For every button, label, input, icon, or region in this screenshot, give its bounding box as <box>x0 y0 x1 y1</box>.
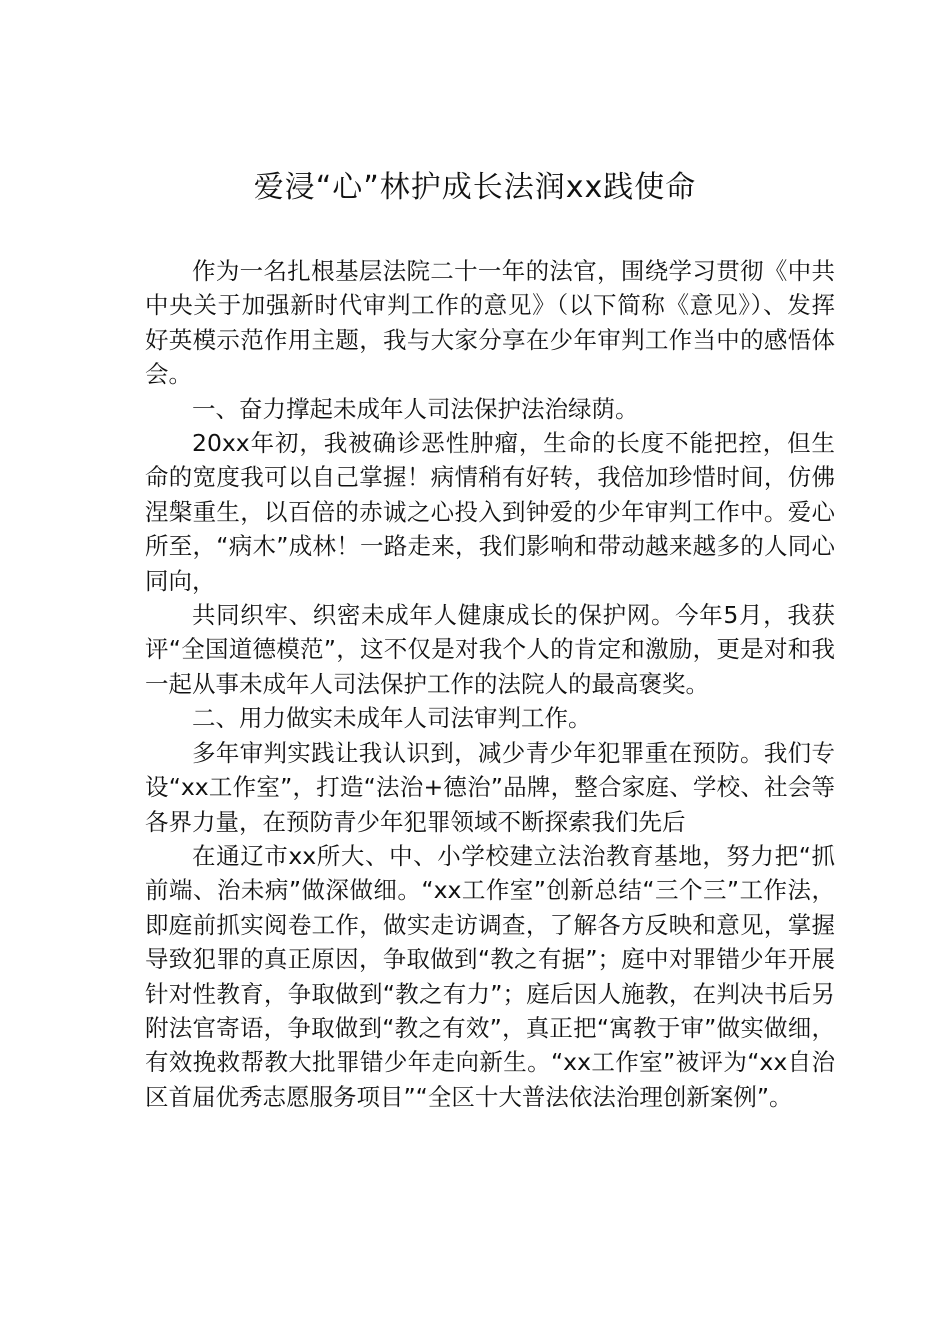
section-heading-2: 二、用力做实未成年人司法审判工作。 <box>192 704 592 733</box>
paragraph-prevention: 多年审判实践让我认识到，减少青少年犯罪重在预防。我们专设“xx工作室”，打造“法治+德治”品牌，整合家庭、学校、社会等各界力量，在预防青少年犯罪领域不断探索我们先后 <box>145 738 835 836</box>
section-heading-1: 一、奋力撑起未成年人司法保护法治绿荫。 <box>192 394 639 423</box>
document-body <box>145 254 835 1114</box>
paragraph-award: 共同织牢、织密未成年人健康成长的保护网。今年5月，我获评“全国道德模范”，这不仅是对我个人的肯定和激励，更是对和我一起从事未成年人司法保护工作的法院人的最高褒奖。 <box>145 601 835 698</box>
paragraph-intro: 作为一名扎根基层法院二十一年的法官，围绕学习贯彻《中共中央关于加强新时代审判工作的意见》（以下简称《意见》）、发挥好英模示范作用主题，我与大家分享在少年审判工作当中的感悟体会。 <box>145 257 835 389</box>
paragraph-workroom: 在通辽市xx所大、中、小学校建立法治教育基地，努力把“抓前端、治未病”做深做细。“xx工作室”创新总结“三个三”工作法，即庭前抓实阅卷工作，做实走访调查，了解各方反映和意见，掌握导致犯罪的真正原因，争取做到“教之有据”；庭中对罪错少年开展针对性教育，争取做到“教之有力”；庭后因人施教，在判决书后另附法官寄语，争取做到“教之有效”，真正把“寓教于审”做实做细，有效挽救帮教大批罪错少年走向新生。“xx工作室”被评为“xx自治区首届优秀志愿服务项目”“全区十大普法依法治理创新案例”。 <box>145 841 835 1111</box>
document-title: 爱浸“心”林护成长法润xx践使命 <box>253 170 697 205</box>
paragraph-illness: 20xx年初，我被确诊恶性肿瘤，生命的长度不能把控，但生命的宽度我可以自己掌握！病情稍有好转，我倍加珍惜时间，仿佛涅槃重生，以百倍的赤诚之心投入到钟爱的少年审判工作中。爱心所至，“病木”成林！一路走来，我们影响和带动越来越多的人同心同向， <box>145 429 835 595</box>
